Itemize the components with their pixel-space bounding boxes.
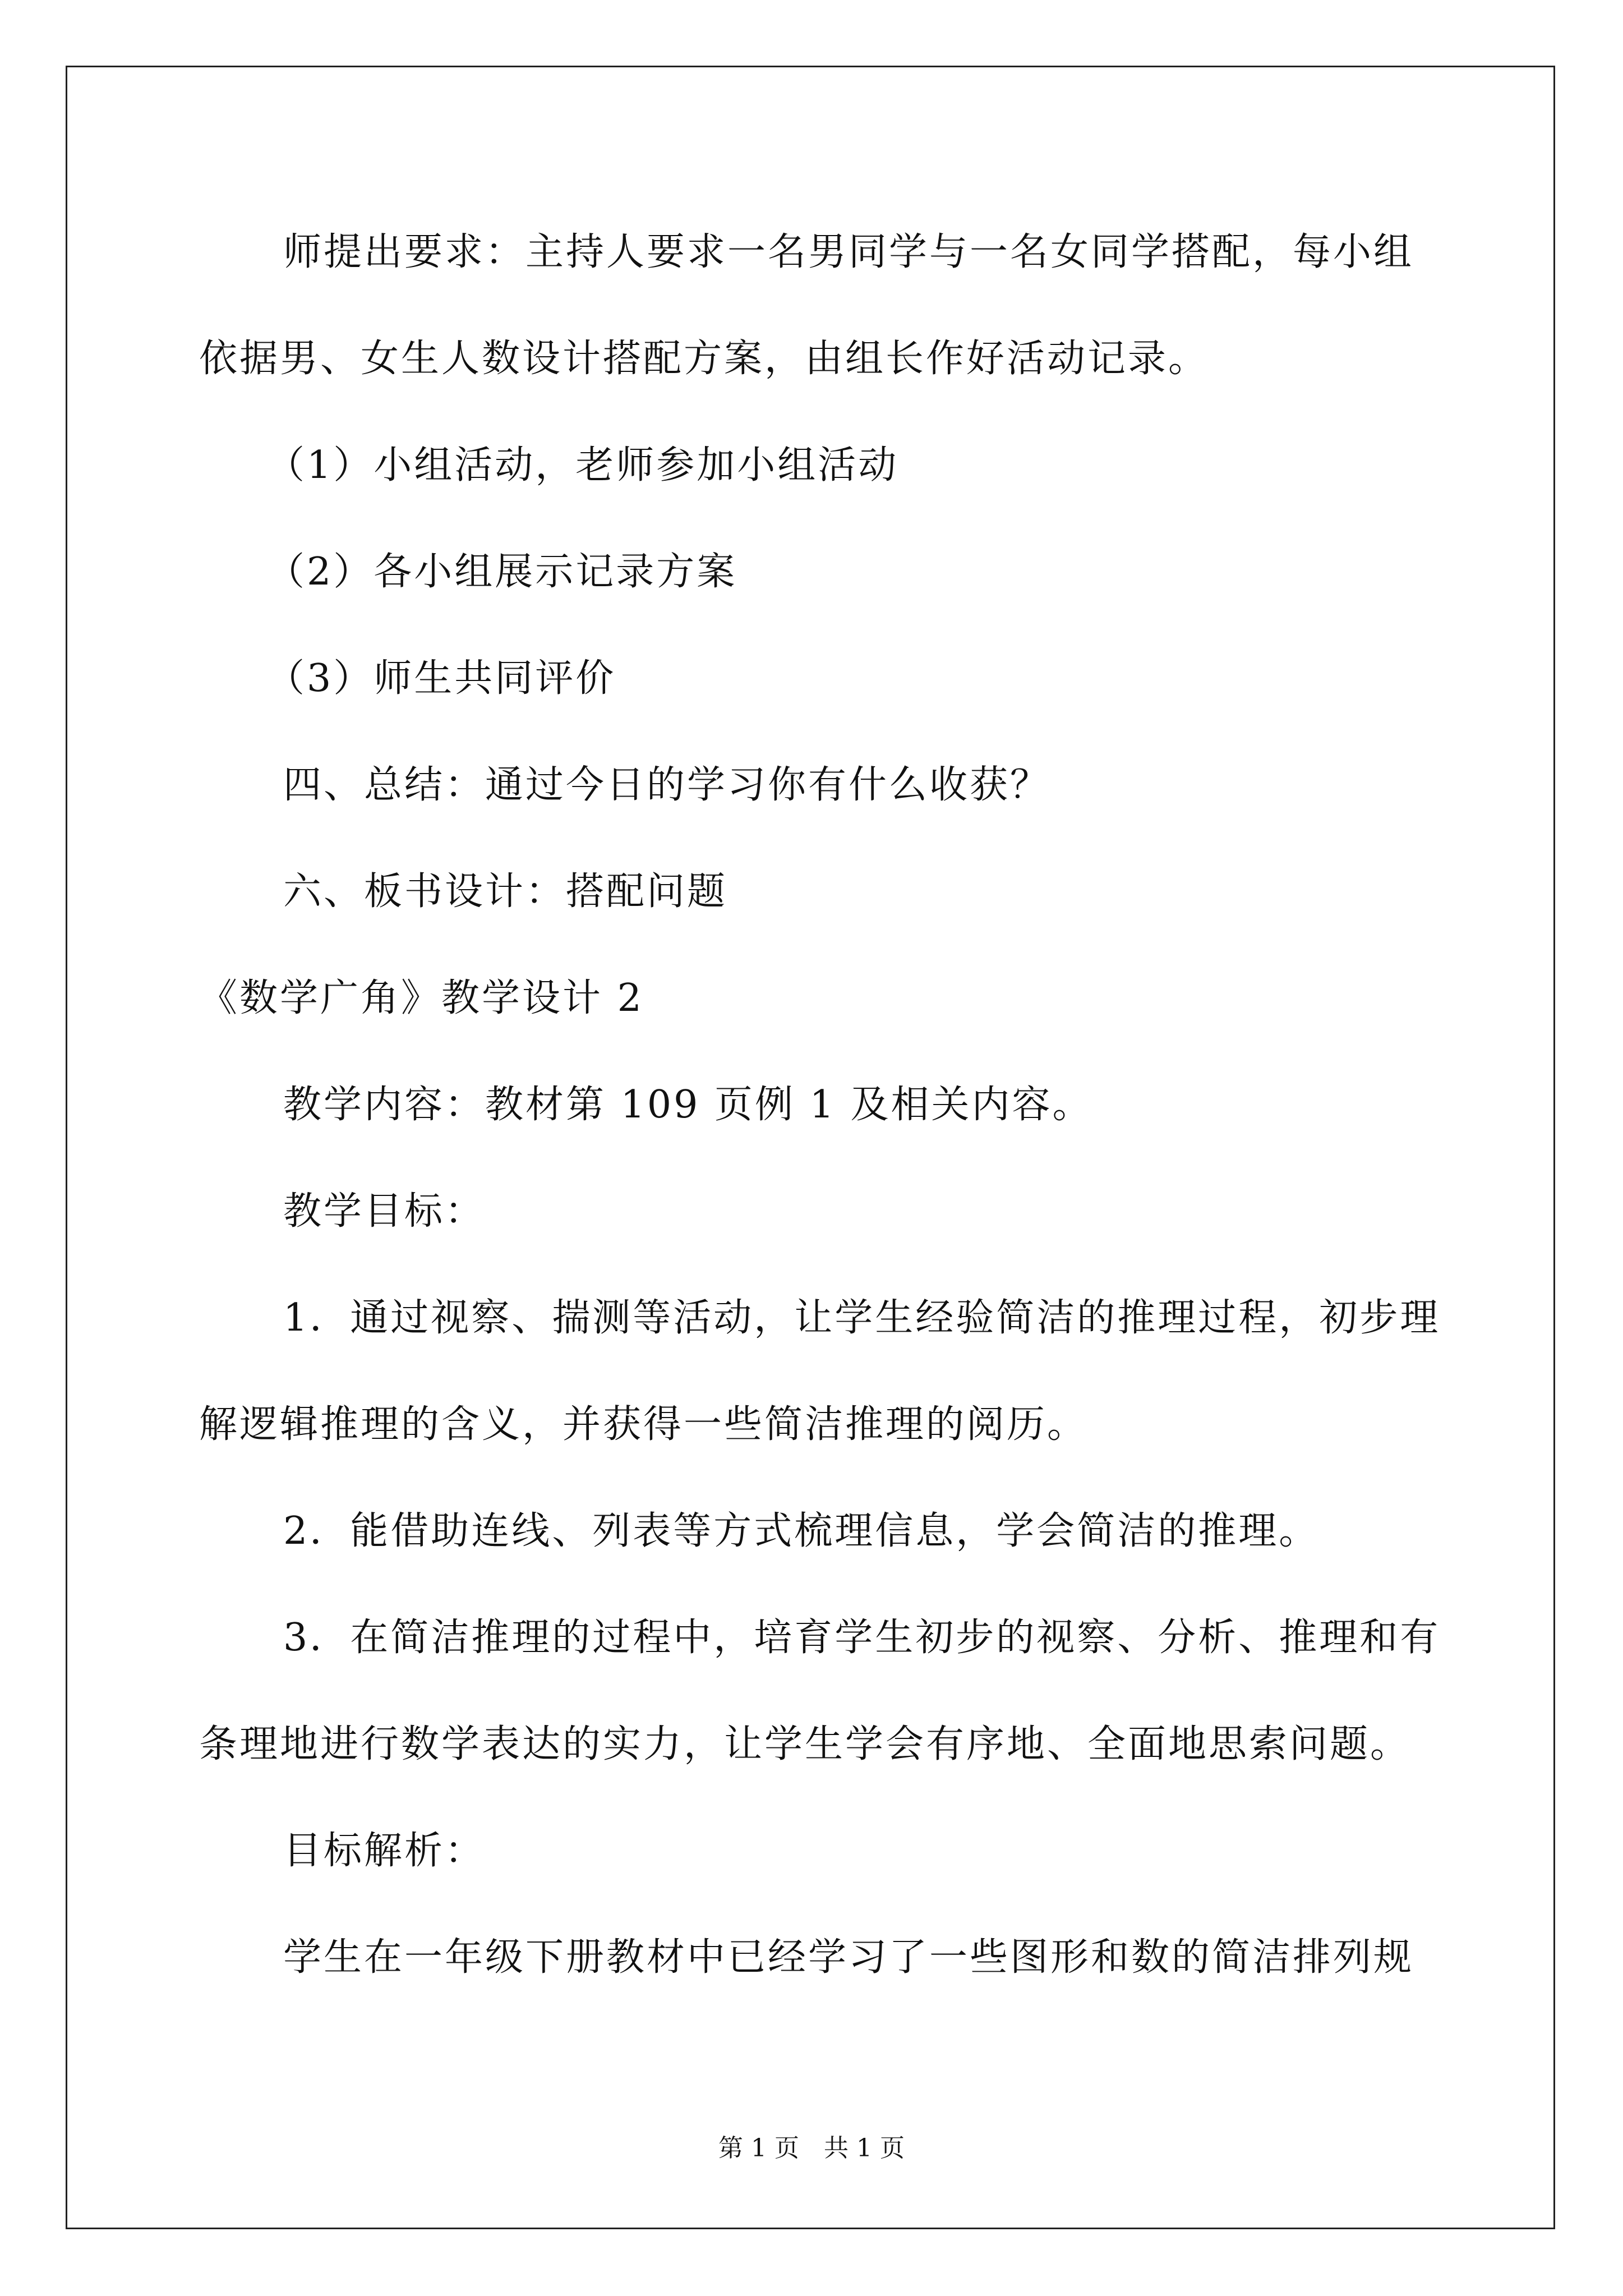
section-heading: 教学目标： xyxy=(283,1189,486,1234)
document-title: 《数学广角》教学设计 2 xyxy=(199,976,644,1020)
paragraph-line: 依据男、女生人数设计搭配方案，由组长作好活动记录。 xyxy=(199,337,1209,381)
paragraph-line: 教学内容：教材第 109 页例 1 及相关内容。 xyxy=(283,1083,1093,1127)
paragraph-line: 2．能借助连线、列表等方式梳理信息，学会简洁的推理。 xyxy=(283,1509,1320,1553)
paragraph-line: 师提出要求：主持人要求一名男同学与一名女同学搭配，每小组 xyxy=(283,230,1414,274)
section-heading: 目标解析： xyxy=(283,1829,486,1873)
page-footer: 第 1 页 共 1 页 xyxy=(718,2134,905,2162)
paragraph-line: 解逻辑推理的含义，并获得一些简洁推理的阅历。 xyxy=(199,1402,1088,1447)
paragraph-line: 学生在一年级下册教材中已经学习了一些图形和数的简洁排列规 xyxy=(283,1935,1414,1980)
section-heading: 六、板书设计：搭配问题 xyxy=(283,869,728,914)
paragraph-line: 3．在简洁推理的过程中，培育学生初步的视察、分析、推理和有 xyxy=(283,1616,1441,1660)
section-heading: 四、总结：通过今日的学习你有什么收获？ xyxy=(283,763,1051,807)
paragraph-line: 条理地进行数学表达的实力，让学生学会有序地、全面地思索问题。 xyxy=(199,1722,1411,1766)
page-border xyxy=(66,66,1555,2229)
list-item: （3）师生共同评价 xyxy=(266,656,616,701)
list-item: （2）各小组展示记录方案 xyxy=(266,550,737,594)
paragraph-line: 1．通过视察、揣测等活动，让学生经验简洁的推理过程，初步理 xyxy=(283,1296,1441,1340)
list-item: （1）小组活动，老师参加小组活动 xyxy=(266,443,899,487)
